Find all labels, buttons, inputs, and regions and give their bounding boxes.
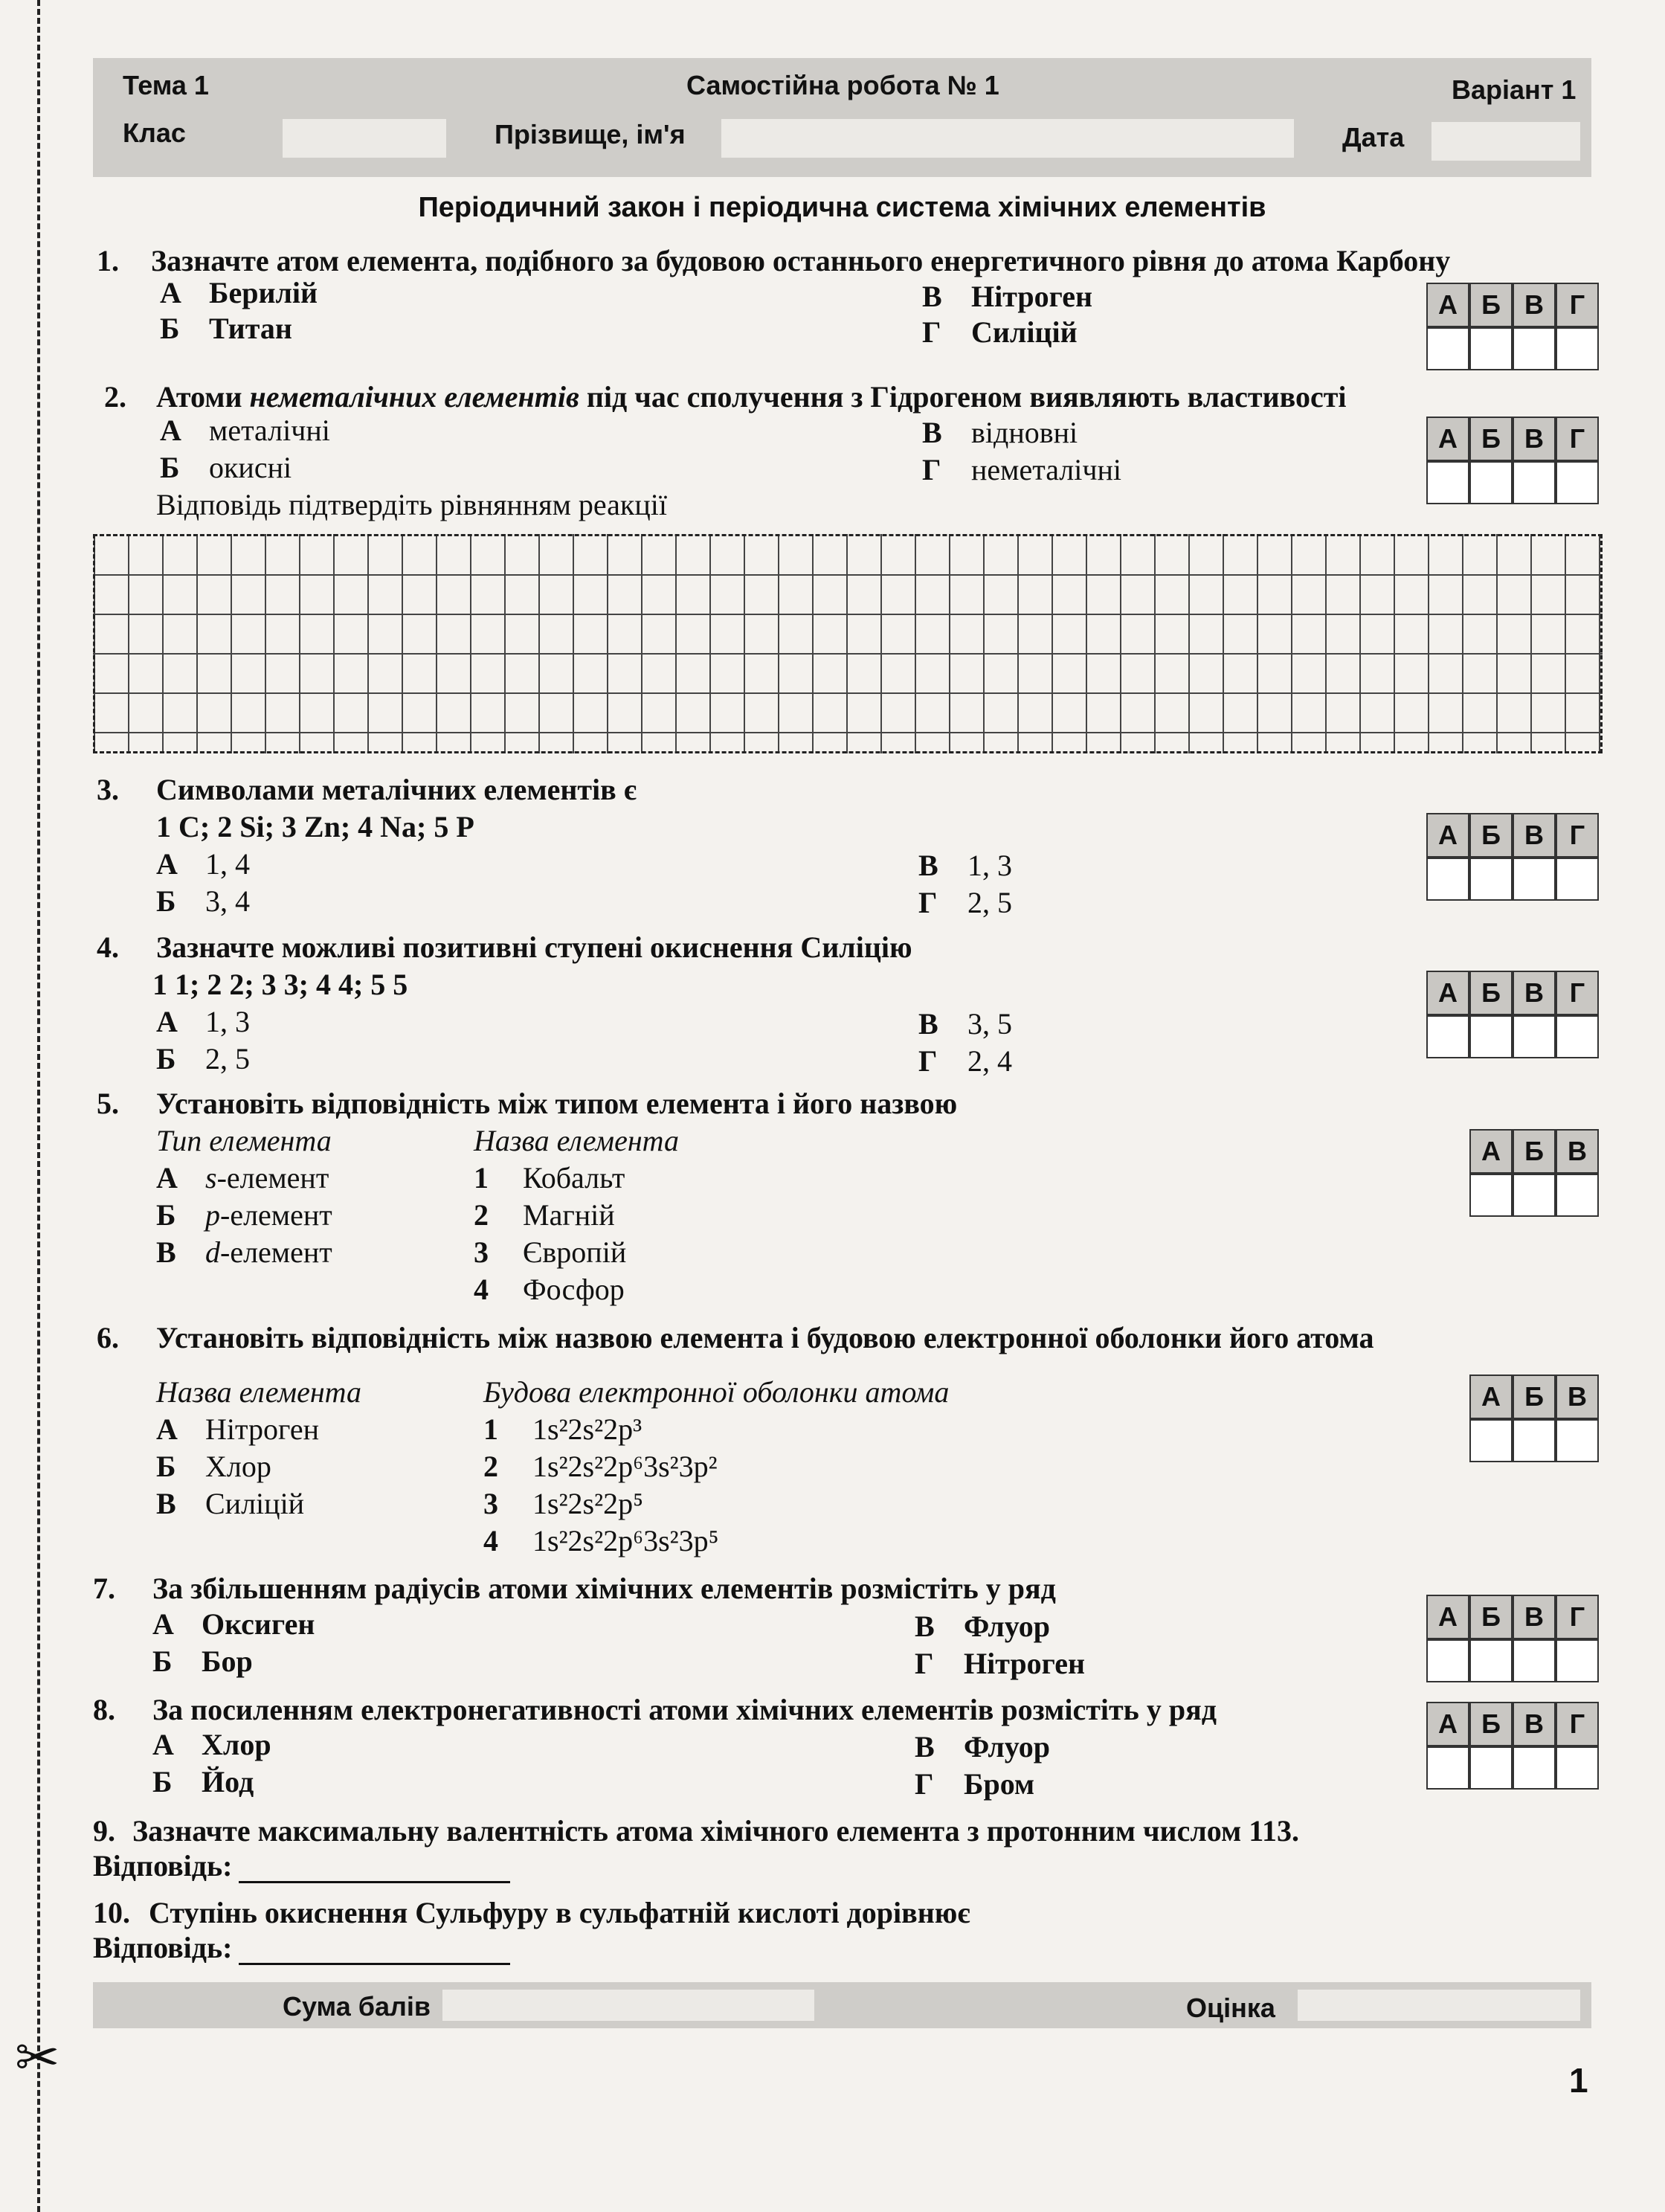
answer-grid-q5 <box>1469 1129 1599 1217</box>
match-right-2: 2 Магній <box>474 1198 615 1232</box>
element-list: 1 C; 2 Si; 3 Zn; 4 Na; 5 P <box>156 810 474 843</box>
score-footer <box>93 1982 1591 2028</box>
answer-cell[interactable] <box>1426 1015 1469 1058</box>
grid-header: Б <box>1469 813 1513 858</box>
scissors-icon: ✂ <box>15 2026 60 2089</box>
grid-header: А <box>1426 971 1469 1015</box>
question-number: 3. <box>97 773 119 806</box>
option-b: Б Титан <box>160 312 292 345</box>
cut-line <box>37 0 40 2212</box>
question-text: Ступінь окиснення Сульфуру в сульфатній кислоті дорівнює <box>149 1896 970 1929</box>
answer-row: Відповідь: <box>93 1848 510 1883</box>
match-right-1: 1 Кобальт <box>474 1161 625 1195</box>
answer-cell[interactable] <box>1469 1639 1513 1682</box>
answer-grid-q8 <box>1426 1702 1599 1790</box>
answer-cell[interactable] <box>1469 1746 1513 1790</box>
answer-row: Відповідь: <box>93 1930 510 1965</box>
option-g: Г Силіцій <box>922 315 1078 349</box>
column-header-type: Тип елемента <box>156 1124 332 1157</box>
answer-cell[interactable] <box>1426 327 1469 370</box>
question-text: За збільшенням радіусів атоми хімічних елементів розмістіть у ряд <box>152 1572 1056 1605</box>
match-left-b: Б p-елемент <box>156 1198 332 1232</box>
answer-cell[interactable] <box>1426 1639 1469 1682</box>
date-label: Дата <box>1342 122 1405 152</box>
answer-grid-q6 <box>1469 1375 1599 1462</box>
grid-header: Г <box>1556 971 1599 1015</box>
option-v: В Нітроген <box>922 280 1093 313</box>
option-b: Б 2, 5 <box>156 1042 250 1076</box>
option-g: Г Бром <box>915 1767 1035 1801</box>
answer-cell[interactable] <box>1513 461 1556 504</box>
answer-cell[interactable] <box>1426 461 1469 504</box>
match-right-4: 4 Фосфор <box>474 1273 625 1306</box>
option-b: Б 3, 4 <box>156 884 250 918</box>
grid-header: В <box>1513 417 1556 461</box>
answer-grid-q2 <box>1426 417 1599 504</box>
grid-header: Г <box>1556 417 1599 461</box>
work-title: Самостійна робота № 1 <box>686 70 999 100</box>
option-a: А Оксиген <box>152 1607 315 1641</box>
grid-header: Г <box>1556 813 1599 858</box>
grid-header: Г <box>1556 1702 1599 1746</box>
answer-cell[interactable] <box>1469 1419 1513 1462</box>
answer-cell[interactable] <box>1469 858 1513 901</box>
column-header-element: Назва елемента <box>156 1375 362 1409</box>
grid-header: В <box>1513 1702 1556 1746</box>
page-title: Періодичний закон і періодична система хімічних елементів <box>418 192 1266 223</box>
question-number: 6. <box>97 1321 119 1354</box>
option-b: Б Йод <box>152 1765 254 1798</box>
name-label: Прізвище, ім'я <box>495 119 686 149</box>
grid-header: Б <box>1469 283 1513 327</box>
answer-cell[interactable] <box>1513 1746 1556 1790</box>
column-header-shell: Будова електронної оболонки атома <box>483 1375 950 1409</box>
grid-header: Б <box>1513 1129 1556 1174</box>
question-number: 2. <box>104 380 126 414</box>
answer-grid-q3 <box>1426 813 1599 901</box>
question-text: За посиленням електронегативності атоми хімічних елементів розмістіть у ряд <box>152 1693 1217 1726</box>
grid-header: В <box>1513 813 1556 858</box>
topic-label: Тема 1 <box>123 70 209 100</box>
answer-line[interactable] <box>239 1940 510 1965</box>
option-v: В Флуор <box>915 1730 1051 1764</box>
answer-cell[interactable] <box>1469 327 1513 370</box>
page-number: 1 <box>1569 2061 1588 2100</box>
question-text: Зазначте можливі позитивні ступені окиснення Силіцію <box>156 930 912 964</box>
option-v: В відновні <box>922 416 1078 449</box>
answer-cell[interactable] <box>1469 1174 1513 1217</box>
option-a: А металічні <box>160 414 330 447</box>
answer-grid-q7 <box>1426 1595 1599 1682</box>
grid-header: Б <box>1469 417 1513 461</box>
option-v: В 1, 3 <box>918 849 1012 882</box>
grid-header: В <box>1513 971 1556 1015</box>
match-right-3: 3 Європій <box>474 1235 627 1269</box>
match-left-a: А Нітроген <box>156 1412 320 1446</box>
answer-cell[interactable] <box>1513 327 1556 370</box>
grade-field[interactable] <box>1298 1990 1580 2021</box>
answer-cell[interactable] <box>1513 858 1556 901</box>
grid-header: А <box>1426 1595 1469 1639</box>
option-g: Г 2, 5 <box>918 886 1012 919</box>
question-number: 8. <box>93 1693 115 1726</box>
option-a: А Берилій <box>160 276 318 309</box>
match-right-4: 4 1s²2s²2p⁶3s²3p⁵ <box>483 1524 719 1557</box>
answer-cell[interactable] <box>1556 858 1599 901</box>
grid-header: В <box>1556 1129 1599 1174</box>
confirm-instruction: Відповідь підтвердіть рівнянням реакції <box>156 488 667 521</box>
option-v: В 3, 5 <box>918 1007 1012 1041</box>
match-right-2: 2 1s²2s²2p⁶3s²3p² <box>483 1450 718 1483</box>
date-field[interactable] <box>1431 122 1580 161</box>
question-number: 9. <box>93 1814 115 1848</box>
answer-cell[interactable] <box>1469 461 1513 504</box>
answer-cell[interactable] <box>1556 461 1599 504</box>
grid-header: А <box>1469 1375 1513 1419</box>
answer-cell[interactable] <box>1426 1746 1469 1790</box>
variant-label: Варіант 1 <box>1452 74 1577 105</box>
answer-cell[interactable] <box>1556 327 1599 370</box>
grid-header: В <box>1556 1375 1599 1419</box>
question-text: Атоми неметалічних елементів під час сполучення з Гідрогеном виявляють властивості <box>156 380 1347 414</box>
name-field[interactable] <box>721 119 1294 158</box>
question-text: Установіть відповідність між типом елемента і його назвою <box>156 1087 958 1120</box>
answer-line[interactable] <box>239 1858 510 1883</box>
question-text: Зазначте максимальну валентність атома хімічного елемента з протонним числом 113. <box>132 1814 1300 1848</box>
column-header-name: Назва елемента <box>474 1124 680 1157</box>
grid-header: Б <box>1513 1375 1556 1419</box>
grid-header: Б <box>1469 1702 1513 1746</box>
match-left-b: Б Хлор <box>156 1450 271 1483</box>
answer-cell[interactable] <box>1556 1015 1599 1058</box>
answer-cell[interactable] <box>1513 1639 1556 1682</box>
answer-cell[interactable] <box>1556 1746 1599 1790</box>
grid-header: Б <box>1469 1595 1513 1639</box>
option-a: А 1, 3 <box>156 1005 250 1038</box>
question-number: 10. <box>93 1896 130 1929</box>
grid-header: А <box>1469 1129 1513 1174</box>
match-right-1: 1 1s²2s²2p³ <box>483 1412 643 1446</box>
answer-grid-q1 <box>1426 283 1599 370</box>
equation-work-grid[interactable] <box>93 534 1603 753</box>
answer-cell[interactable] <box>1556 1174 1599 1217</box>
question-text: Зазначте атом елемента, подібного за будовою останнього енергетичного рівня до атома Карбону <box>151 244 1451 277</box>
sum-field[interactable] <box>442 1990 814 2021</box>
option-g: Г 2, 4 <box>918 1044 1012 1078</box>
answer-cell[interactable] <box>1469 1015 1513 1058</box>
match-right-3: 3 1s²2s²2p⁵ <box>483 1487 644 1520</box>
answer-grid-q4 <box>1426 971 1599 1058</box>
answer-cell[interactable] <box>1513 1419 1556 1462</box>
question-text: Символами металічних елементів є <box>156 773 637 806</box>
grid-header: В <box>1513 283 1556 327</box>
grid-header: А <box>1426 283 1469 327</box>
grid-header: В <box>1513 1595 1556 1639</box>
grid-header: А <box>1426 1702 1469 1746</box>
answer-cell[interactable] <box>1556 1419 1599 1462</box>
option-b: Б окисні <box>160 451 292 484</box>
grid-header: А <box>1426 417 1469 461</box>
grid-header: Г <box>1556 283 1599 327</box>
match-left-a: А s-елемент <box>156 1161 329 1195</box>
grade-label: Оцінка <box>1186 1993 1275 2023</box>
answer-cell[interactable] <box>1513 1174 1556 1217</box>
question-number: 1. <box>97 244 119 277</box>
worksheet-header <box>93 58 1591 177</box>
option-g: Г Нітроген <box>915 1647 1086 1680</box>
match-left-v: В Силіцій <box>156 1487 305 1520</box>
grid-header: Г <box>1556 1595 1599 1639</box>
option-a: А 1, 4 <box>156 847 250 881</box>
grid-header: А <box>1426 813 1469 858</box>
option-b: Б Бор <box>152 1644 253 1678</box>
answer-cell[interactable] <box>1426 858 1469 901</box>
option-v: В Флуор <box>915 1610 1051 1643</box>
question-number: 4. <box>97 930 119 964</box>
option-a: А Хлор <box>152 1728 271 1761</box>
question-text: Установіть відповідність між назвою елемента і будовою електронної оболонки його атома <box>156 1321 1374 1354</box>
sum-label: Сума балів <box>283 1991 431 2022</box>
class-label: Клас <box>123 118 186 148</box>
grid-header: Б <box>1469 971 1513 1015</box>
question-number: 7. <box>93 1572 115 1605</box>
answer-cell[interactable] <box>1513 1015 1556 1058</box>
class-field[interactable] <box>283 119 446 158</box>
question-number: 5. <box>97 1087 119 1120</box>
answer-cell[interactable] <box>1556 1639 1599 1682</box>
match-left-v: В d-елемент <box>156 1235 332 1269</box>
option-g: Г неметалічні <box>922 453 1122 486</box>
oxidation-list: 1 1; 2 2; 3 3; 4 4; 5 5 <box>152 968 408 1001</box>
